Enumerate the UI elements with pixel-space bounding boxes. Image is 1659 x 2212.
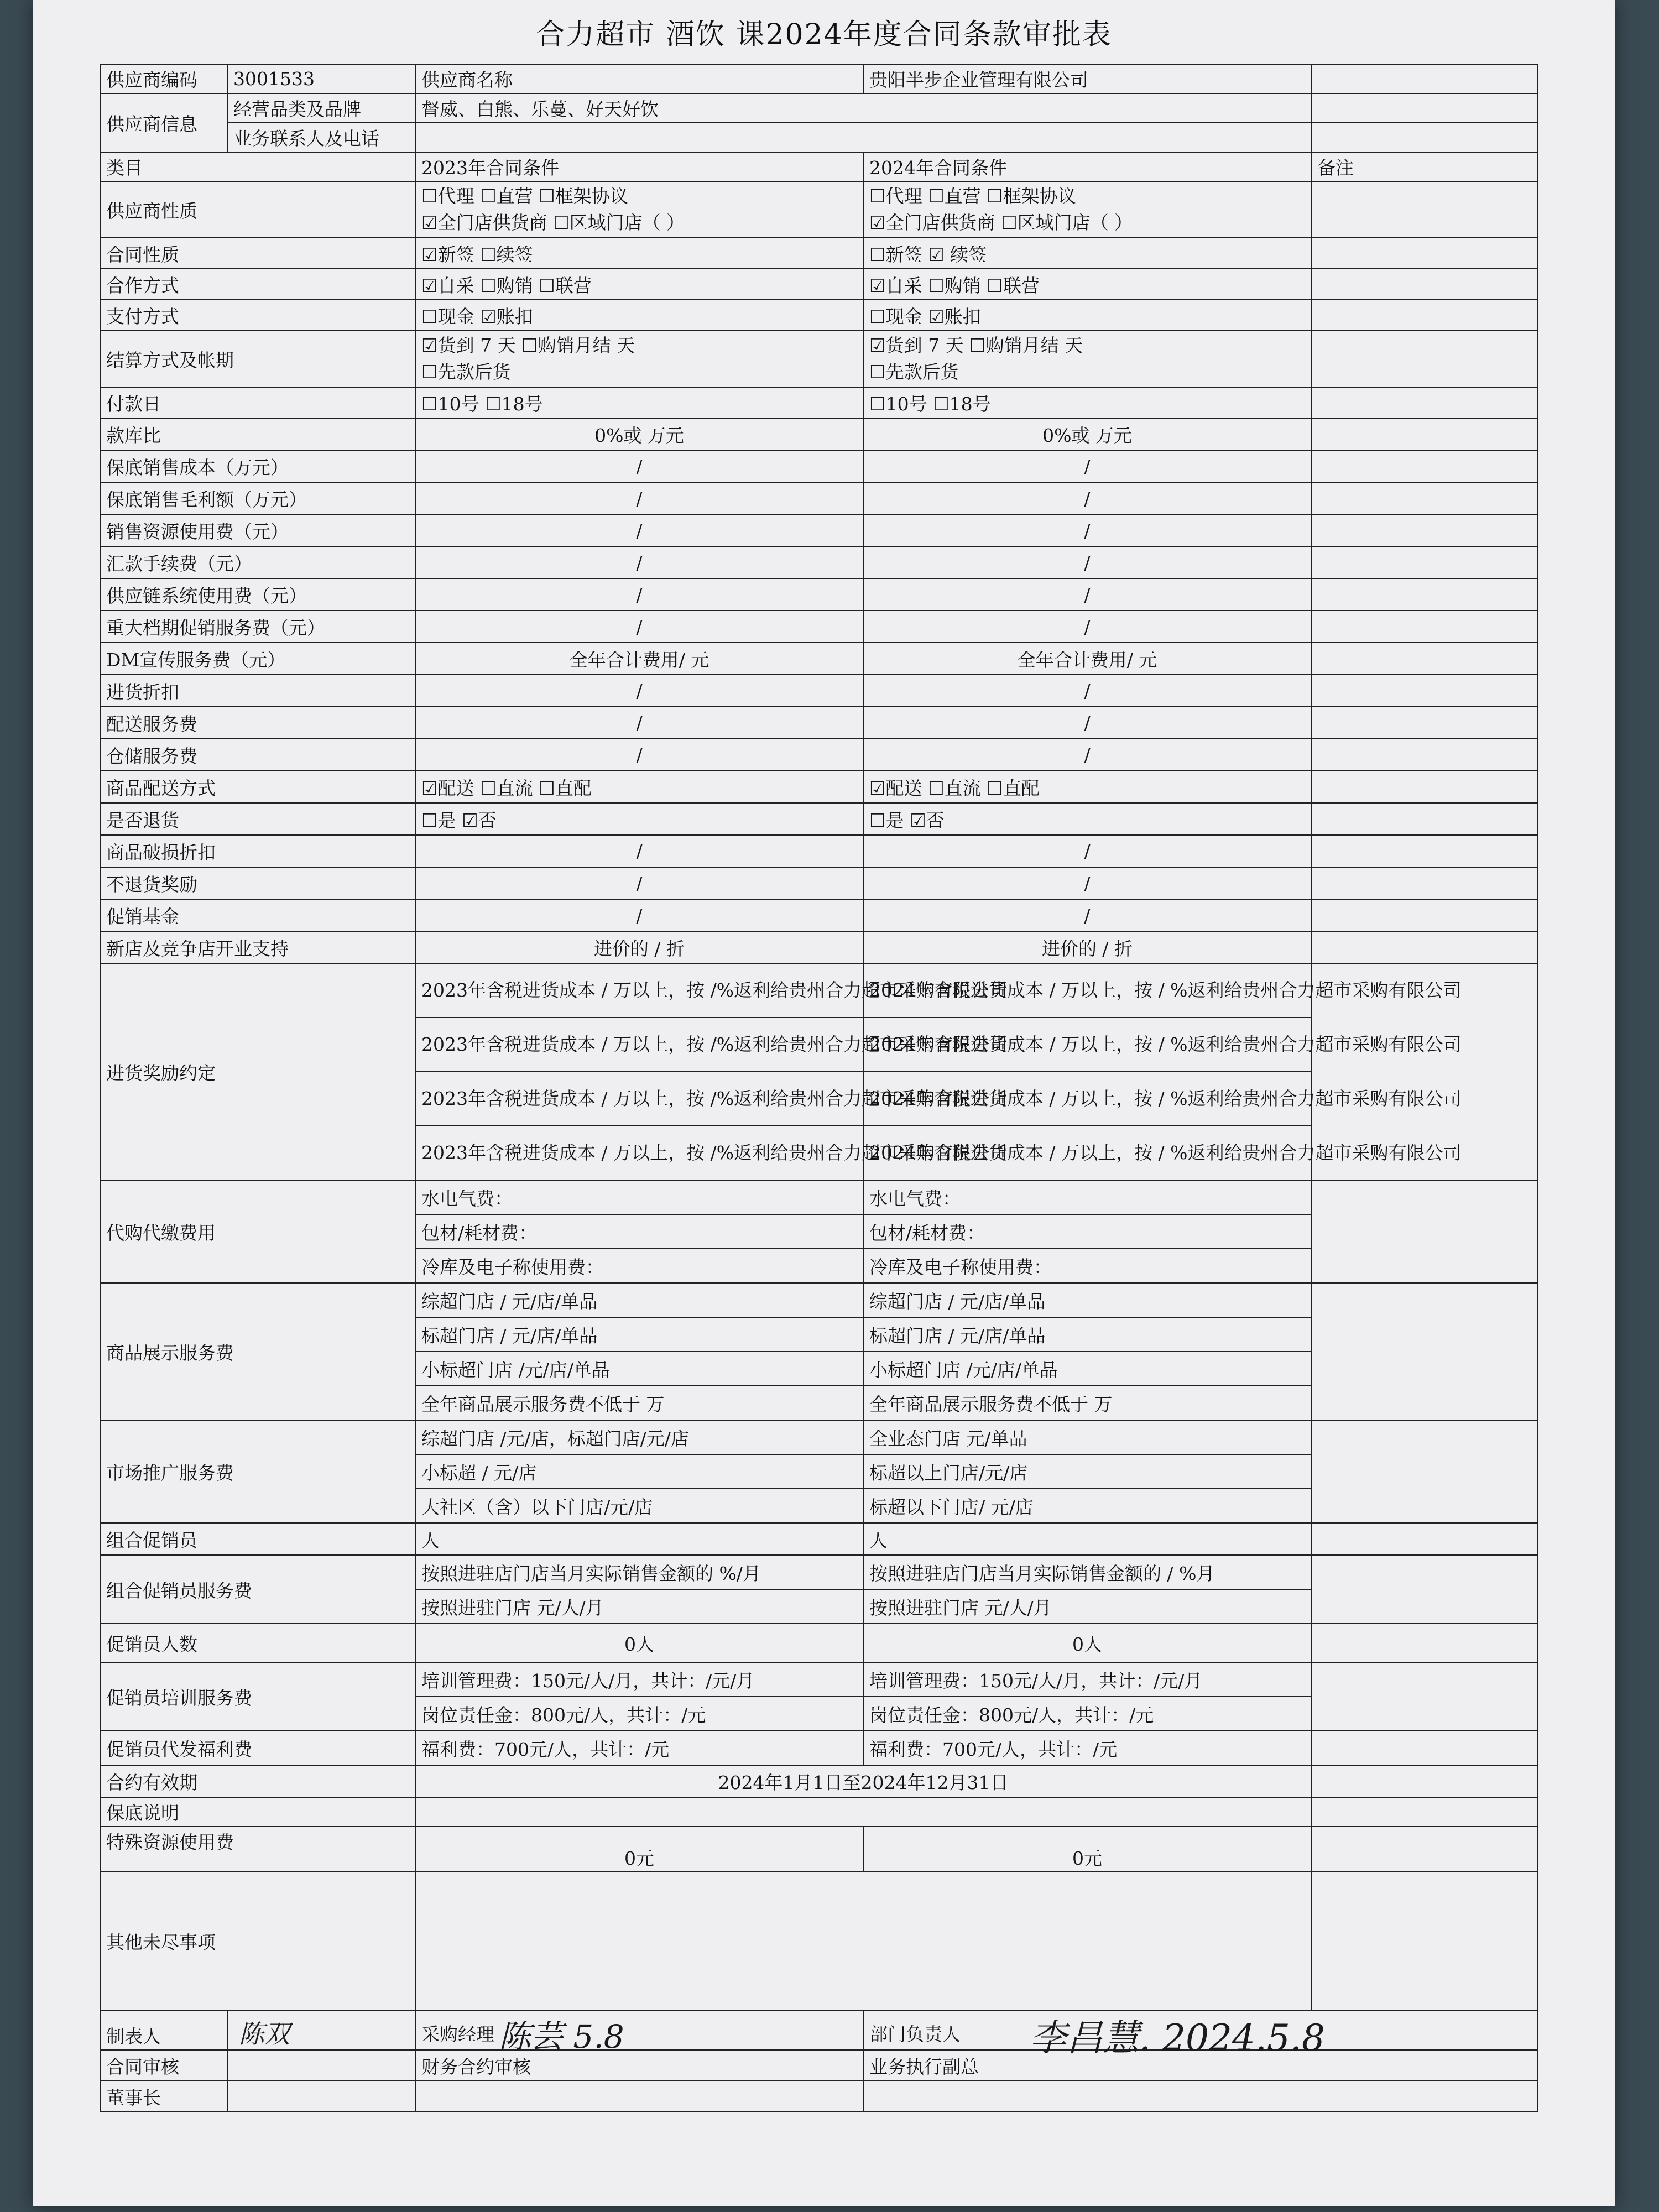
empty-cell	[1311, 123, 1538, 152]
row-label: 结算方式及帐期	[100, 331, 415, 387]
table-row	[100, 835, 1538, 867]
row-label: 供应链系统使用费（元）	[100, 578, 415, 611]
supplier-name-label: 供应商名称	[415, 64, 863, 93]
cell-2024: 包材/耗材费：	[863, 1214, 1311, 1249]
table-row	[100, 899, 1538, 931]
empty-cell	[1311, 93, 1538, 123]
remark-cell	[1311, 300, 1538, 331]
cell-2023: 0元	[415, 1827, 863, 1872]
cell-2024: ☐是 ☑否	[863, 803, 1311, 835]
remark-cell	[1311, 578, 1538, 611]
y2023-header: 2023年合同条件	[415, 152, 863, 181]
cell-2024: 综超门店 / 元/店/单品	[863, 1283, 1311, 1317]
remark-cell	[1311, 1523, 1538, 1555]
table-row	[100, 238, 1538, 269]
cell-2023: 冷库及电子称使用费：	[415, 1249, 863, 1283]
row-label: 组合促销员服务费	[100, 1555, 415, 1624]
row-label: 其他未尽事项	[100, 1872, 415, 2010]
table-row	[100, 269, 1538, 300]
cell-2023: 大社区（含）以下门店/元/店	[415, 1489, 863, 1523]
cell-2024: /	[863, 450, 1311, 482]
rebate-2024: 2024年含税进货成本 / 万以上，按 / %返利给贵州合力超市采购有限公司	[863, 1018, 1311, 1072]
cell-2023: 全年合计费用/ 元	[415, 643, 863, 675]
table-row	[100, 1797, 1538, 1827]
cell-2024: 按照进驻门店 元/人/月	[863, 1589, 1311, 1624]
row-label: 促销员培训服务费	[100, 1662, 415, 1731]
empty-cell	[415, 2081, 863, 2112]
remark-cell	[1311, 1283, 1538, 1420]
table-row	[100, 546, 1538, 578]
agency-row	[100, 1180, 1538, 1214]
table-row	[100, 1731, 1538, 1765]
row-label: 进货折扣	[100, 675, 415, 707]
chair-label: 董事长	[100, 2081, 227, 2112]
cell-2024: /	[863, 707, 1311, 739]
rebate-2023: 2023年含税进货成本 / 万以上，按 /%返利给贵州合力超市采购有限公司	[415, 963, 863, 1018]
cell-2024: 全业态门店 元/单品	[863, 1420, 1311, 1454]
category-header: 类目	[100, 152, 415, 181]
cell-2024: ☑自采 ☐购销 ☐联营	[863, 269, 1311, 300]
cell-2024: 水电气费：	[863, 1180, 1311, 1214]
row-label: 销售资源使用费（元）	[100, 514, 415, 546]
remark-cell	[1311, 546, 1538, 578]
cell-2023: ☑配送 ☐直流 ☐直配	[415, 771, 863, 803]
table-row	[100, 300, 1538, 331]
remark-cell	[1311, 739, 1538, 771]
settlement-2024: ☑货到 7 天 ☐购销月结 天 ☐先款后货	[863, 331, 1311, 387]
remark-cell	[1311, 675, 1538, 707]
row-label: 供应商性质	[100, 181, 415, 238]
empty-cell	[1311, 64, 1538, 93]
remark-cell	[1311, 1624, 1538, 1662]
cell-2024: 培训管理费：150元/人/月，共计：/元/月	[863, 1662, 1311, 1697]
remark-cell	[1311, 1662, 1538, 1731]
remark-cell	[1311, 1797, 1538, 1827]
remark-cell	[1311, 1765, 1538, 1797]
brand-label: 经营品类及品牌	[227, 93, 415, 123]
row-label: 仓储服务费	[100, 739, 415, 771]
table-row	[100, 931, 1538, 963]
supplier-code: 3001533	[227, 64, 415, 93]
signature-row	[100, 2010, 1538, 2050]
cell-2023: 小标超 / 元/店	[415, 1454, 863, 1489]
cell-2024: 冷库及电子称使用费：	[863, 1249, 1311, 1283]
cell-2024: ☐现金 ☑账扣	[863, 300, 1311, 331]
training-row	[100, 1662, 1538, 1697]
row-label: 汇款手续费（元）	[100, 546, 415, 578]
remark-cell	[1311, 835, 1538, 867]
review-label: 合同审核	[100, 2050, 227, 2081]
cell-2024: 0元	[863, 1827, 1311, 1872]
remark-cell	[1311, 1872, 1538, 2010]
cell-2024: ☑配送 ☐直流 ☐直配	[863, 771, 1311, 803]
dept-head-cell	[863, 2010, 1538, 2059]
row-label: 不退货奖励	[100, 867, 415, 899]
row-label: 支付方式	[100, 300, 415, 331]
row-label: 商品配送方式	[100, 771, 415, 803]
remark-cell	[1311, 1827, 1538, 1872]
dept-head-label: 部门负责人	[869, 2023, 961, 2045]
cell-2023: /	[415, 867, 863, 899]
validity-value: 2024年1月1日至2024年12月31日	[415, 1765, 1311, 1797]
cell-2024: 按照进驻店门店当月实际销售金额的 / %月	[863, 1555, 1311, 1589]
remark-cell	[1311, 482, 1538, 514]
remark-cell	[1311, 931, 1538, 963]
row-label: 市场推广服务费	[100, 1420, 415, 1523]
maker-signature: 陈双	[239, 2019, 290, 2049]
remark-cell	[1311, 899, 1538, 931]
cell-2024: 标超门店 / 元/店/单品	[863, 1317, 1311, 1352]
market-row	[100, 1420, 1538, 1454]
remark-cell	[1311, 803, 1538, 835]
remark-cell	[1311, 867, 1538, 899]
remark-cell	[1311, 1420, 1538, 1523]
cell-2024: 0人	[863, 1624, 1311, 1662]
vp-label: 业务执行副总	[863, 2050, 1538, 2081]
table-row	[100, 1765, 1538, 1797]
table-row	[100, 482, 1538, 514]
cell-2023: 水电气费：	[415, 1180, 863, 1214]
remark-cell	[1311, 181, 1538, 238]
remark-cell	[1311, 269, 1538, 300]
row-label: 合同性质	[100, 238, 415, 269]
cell-2023: /	[415, 546, 863, 578]
table-row	[100, 675, 1538, 707]
dept-head-signature: 李昌慧. 2024.5.8	[1030, 2017, 1325, 2059]
nature-2024: ☐代理 ☐直营 ☐框架协议 ☑全门店供货商 ☐区域门店（ ）	[863, 181, 1311, 238]
remark-cell	[1311, 771, 1538, 803]
supplier-info-label: 供应商信息	[100, 93, 227, 152]
cell-2023: 培训管理费：150元/人/月，共计：/元/月	[415, 1662, 863, 1697]
cell-2024: /	[863, 514, 1311, 546]
cell-2023: 0%或 万元	[415, 418, 863, 450]
rebate-2023: 2023年含税进货成本 / 万以上，按 /%返利给贵州合力超市采购有限公司	[415, 1126, 863, 1180]
cell-2024: 福利费：700元/人，共计：/元	[863, 1731, 1311, 1765]
remark-cell	[1311, 387, 1538, 418]
table-row	[100, 387, 1538, 418]
contact-label: 业务联系人及电话	[227, 123, 415, 152]
cell-2024: /	[863, 675, 1311, 707]
row-label: 合作方式	[100, 269, 415, 300]
contract-terms-table	[100, 64, 1538, 2112]
row-label: 商品破损折扣	[100, 835, 415, 867]
settlement-row	[100, 331, 1538, 387]
cell-2023: 0人	[415, 1624, 863, 1662]
signature-row	[100, 2081, 1538, 2112]
row-label: 保底销售毛利额（万元）	[100, 482, 415, 514]
table-row	[100, 1624, 1538, 1662]
remark-cell	[1311, 450, 1538, 482]
cell-2023: 按照进驻门店 元/人/月	[415, 1589, 863, 1624]
cell-2024: /	[863, 739, 1311, 771]
row-label: 款库比	[100, 418, 415, 450]
empty-cell	[227, 2081, 415, 2112]
table-row	[100, 643, 1538, 675]
remark-cell	[1311, 418, 1538, 450]
cell-2024: 标超以下门店/ 元/店	[863, 1489, 1311, 1523]
supplier-nature-row	[100, 181, 1538, 238]
settlement-2023: ☑货到 7 天 ☐购销月结 天 ☐先款后货	[415, 331, 863, 387]
rebate-row	[100, 963, 1538, 1018]
row-label: 是否退货	[100, 803, 415, 835]
cell-2023: 人	[415, 1523, 863, 1555]
remark-cell	[1311, 1555, 1538, 1624]
supplier-name: 贵阳半步企业管理有限公司	[863, 64, 1311, 93]
guar-note-value	[415, 1797, 1311, 1827]
row-label: 代购代缴费用	[100, 1180, 415, 1283]
rebate-2024: 2024年含税进货成本 / 万以上，按 / %返利给贵州合力超市采购有限公司	[863, 1072, 1311, 1126]
row-label: 商品展示服务费	[100, 1283, 415, 1420]
rebate-2024: 2024年含税进货成本 / 万以上，按 / %返利给贵州合力超市采购有限公司	[863, 1126, 1311, 1180]
y2024-header: 2024年合同条件	[863, 152, 1311, 181]
cell-2023: 福利费：700元/人，共计：/元	[415, 1731, 863, 1765]
rebate-2023: 2023年含税进货成本 / 万以上，按 /%返利给贵州合力超市采购有限公司	[415, 1018, 863, 1072]
cell-2023: 按照进驻店门店当月实际销售金额的 %/月	[415, 1555, 863, 1589]
cell-2023: /	[415, 611, 863, 643]
cell-2023: /	[415, 450, 863, 482]
cell-2024: ☐10号 ☐18号	[863, 387, 1311, 418]
maker-label: 制表人	[100, 2010, 227, 2050]
cell-2023: /	[415, 739, 863, 771]
cell-2023: ☑新签 ☐续签	[415, 238, 863, 269]
finance-label: 财务合约审核	[415, 2050, 863, 2081]
remark-cell	[1311, 611, 1538, 643]
cell-2024: /	[863, 899, 1311, 931]
nature-2023: ☐代理 ☐直营 ☐框架协议 ☑全门店供货商 ☐区域门店（ ）	[415, 181, 863, 238]
supplier-code-label: 供应商编码	[100, 64, 227, 93]
row-label: 促销员人数	[100, 1624, 415, 1662]
cell-2024: 标超以上门店/元/店	[863, 1454, 1311, 1489]
table-row	[100, 514, 1538, 546]
remark-cell	[1311, 238, 1538, 269]
remark-cell	[1311, 1731, 1538, 1765]
cell-2024: 全年合计费用/ 元	[863, 643, 1311, 675]
cell-2023: 岗位责任金：800元/人，共计：/元	[415, 1697, 863, 1731]
cell-2023: 包材/耗材费：	[415, 1214, 863, 1249]
cell-2023: /	[415, 482, 863, 514]
cell-2023: /	[415, 835, 863, 867]
row-label: 保底说明	[100, 1797, 415, 1827]
supplier-code-row	[100, 64, 1538, 93]
rebate-2024: 2024年含税进货成本 / 万以上，按 / %返利给贵州合力超市采购有限公司	[863, 963, 1311, 1018]
table-row	[100, 707, 1538, 739]
table-row	[100, 867, 1538, 899]
remark-header: 备注	[1311, 152, 1538, 181]
rebate-2023: 2023年含税进货成本 / 万以上，按 /%返利给贵州合力超市采购有限公司	[415, 1072, 863, 1126]
row-label: 合约有效期	[100, 1765, 415, 1797]
empty-cell	[863, 2081, 1538, 2112]
cell-2023: ☐10号 ☐18号	[415, 387, 863, 418]
cell-2024: 进价的 / 折	[863, 931, 1311, 963]
row-label: 进货奖励约定	[100, 963, 415, 1180]
remark-cell	[1311, 331, 1538, 387]
row-label: 新店及竞争店开业支持	[100, 931, 415, 963]
cell-2023: 标超门店 / 元/店/单品	[415, 1317, 863, 1352]
table-row	[100, 1523, 1538, 1555]
other-value	[415, 1872, 1311, 2010]
remark-cell	[1311, 643, 1538, 675]
remark-cell	[1311, 514, 1538, 546]
cell-2024: /	[863, 546, 1311, 578]
row-label: 付款日	[100, 387, 415, 418]
row-label: DM宣传服务费（元）	[100, 643, 415, 675]
display-row	[100, 1283, 1538, 1317]
manager-label: 采购经理	[421, 2023, 494, 2045]
cell-2024: /	[863, 867, 1311, 899]
row-label: 促销员代发福利费	[100, 1731, 415, 1765]
table-row	[100, 578, 1538, 611]
cell-2023: /	[415, 899, 863, 931]
cell-2023: /	[415, 514, 863, 546]
table-row	[100, 1827, 1538, 1872]
cell-2023: 小标超门店 /元/店/单品	[415, 1352, 863, 1386]
remark-cell	[1311, 707, 1538, 739]
manager-signature: 陈芸 5.8	[499, 2018, 624, 2056]
cell-2023: /	[415, 675, 863, 707]
cell-2023: 综超门店 /元/店，标超门店/元/店	[415, 1420, 863, 1454]
cell-2024: /	[863, 482, 1311, 514]
column-header-row	[100, 152, 1538, 181]
manager-cell	[415, 2010, 863, 2056]
maker-signature-cell	[227, 2010, 415, 2050]
cell-2023: /	[415, 707, 863, 739]
table-row	[100, 450, 1538, 482]
table-row	[100, 803, 1538, 835]
cell-2024: 全年商品展示服务费不低于 万	[863, 1386, 1311, 1420]
supplier-contact-row	[100, 123, 1538, 152]
row-label: 组合促销员	[100, 1523, 415, 1555]
cell-2024: ☐新签 ☑ 续签	[863, 238, 1311, 269]
remark-cell	[1311, 1180, 1538, 1283]
cell-2024: 0%或 万元	[863, 418, 1311, 450]
cell-2024: /	[863, 611, 1311, 643]
cell-2024: /	[863, 578, 1311, 611]
cell-2024: 岗位责任金：800元/人，共计：/元	[863, 1697, 1311, 1731]
row-label: 配送服务费	[100, 707, 415, 739]
cell-2023: /	[415, 578, 863, 611]
form-title: 合力超市 酒饮 课2024年度合同条款审批表	[536, 18, 1112, 51]
cell-2024: 人	[863, 1523, 1311, 1555]
table-row	[100, 611, 1538, 643]
table-row	[100, 418, 1538, 450]
row-label: 促销基金	[100, 899, 415, 931]
row-label: 特殊资源使用费	[100, 1827, 415, 1872]
cell-2023: 进价的 / 折	[415, 931, 863, 963]
supplier-brand-row	[100, 93, 1538, 123]
empty-cell	[227, 2050, 415, 2081]
table-row	[100, 1872, 1538, 2010]
cell-2024: /	[863, 835, 1311, 867]
cell-2023: ☐现金 ☑账扣	[415, 300, 863, 331]
cell-2023: 全年商品展示服务费不低于 万	[415, 1386, 863, 1420]
approval-form-paper	[33, 0, 1615, 2206]
brand-value: 督威、白熊、乐蔓、好天好饮	[415, 93, 1311, 123]
cell-2023: 综超门店 / 元/店/单品	[415, 1283, 863, 1317]
cell-2024: 小标超门店 /元/店/单品	[863, 1352, 1311, 1386]
table-row	[100, 739, 1538, 771]
contact-value	[415, 123, 1311, 152]
promoter-service-row	[100, 1555, 1538, 1589]
cell-2023: ☑自采 ☐购销 ☐联营	[415, 269, 863, 300]
table-row	[100, 771, 1538, 803]
cell-2023: ☐是 ☑否	[415, 803, 863, 835]
row-label: 重大档期促销服务费（元）	[100, 611, 415, 643]
row-label: 保底销售成本（万元）	[100, 450, 415, 482]
